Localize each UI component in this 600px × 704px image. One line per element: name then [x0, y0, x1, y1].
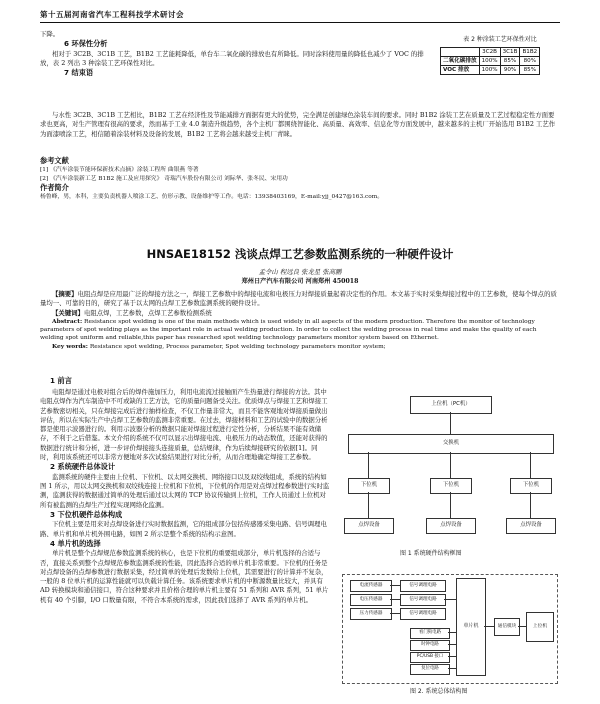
abstract-block: [40, 290, 560, 351]
connector: [390, 585, 400, 586]
connector: [530, 452, 531, 478]
paper-authors: 孟令山 程远良 张龙星 张高鹏: [258, 268, 342, 276]
keywords-cn: [40, 309, 560, 318]
current-sensor-box: 电流传感器: [350, 580, 392, 592]
running-head: 第十五届河南省汽车工程科技学术研讨会: [40, 10, 184, 19]
connector: [448, 668, 456, 669]
lead-line: 下降。: [40, 30, 60, 38]
welder-box: 点焊设备: [344, 518, 394, 534]
table-2: [440, 36, 560, 75]
connector: [368, 452, 369, 478]
lower-machine-box: 下位机: [348, 478, 390, 494]
references-block: [40, 156, 560, 201]
header-rule: [40, 22, 560, 23]
table-row: [441, 65, 540, 74]
abstract-en: [40, 318, 560, 343]
section-2-title: 2 系统硬件总体设计: [50, 462, 116, 472]
table-header-row: [441, 47, 540, 56]
connector: [448, 632, 456, 633]
comm-module-box: 通信模块: [494, 618, 520, 636]
author-intro: 杨鲁峰，男，本科，主要负责机器人喷涂工艺、仿形示教、设备维护等工作。电话：13938403169，E-mail:yjj_0427@163.com。: [40, 194, 384, 201]
connector: [390, 599, 400, 600]
pressure-sensor-box: 压力传感器: [350, 608, 392, 620]
abstract-cn-label: 【摘要】: [52, 290, 78, 298]
table-header-cell: B1B2: [520, 47, 540, 56]
table-2-caption: 表 2 种涂装工艺环保性对比: [463, 36, 537, 43]
table-cell: 二氧化碳排放: [441, 56, 480, 65]
table-cell: 100%: [479, 65, 500, 74]
reference-1: [1] 《汽车涂装节能环保新技术点摘》涂装工程所 曲银燕 等著: [40, 167, 199, 174]
abstract-cn-text: 电阻点焊是应用最广泛的焊接方法之一，焊接工艺参数中的焊接电流和电极压力对焊接质量起着决定性的作用。本文基于实时采集焊接过程中的工艺参数，使每个焊点的质量均一、可靠的目的，研究了基于以太网的点焊工艺参数监测系统的硬件设计。: [40, 290, 557, 308]
abstract-en-label: Abstract:: [52, 317, 83, 325]
table-header-cell: [441, 47, 480, 56]
connector: [530, 492, 531, 518]
table-cell: 85%: [520, 65, 540, 74]
section-4-title: 4 单片机的选择: [50, 538, 101, 548]
table-cell: VOC 排放: [441, 65, 480, 74]
paper-affiliation: 郑州日产汽车有限公司 河南郑州 450018: [241, 278, 359, 285]
section-6-text: 相对于 3C2B、3C1B 工艺，B1B2 工艺能耗降低，单台车二氧化碳的排放也有所降低。同时涂料使用量的降低也减少了 VOC 的排放，表 2 列出 3 种涂装工艺环保性对比。: [40, 49, 424, 67]
connector: [448, 644, 456, 645]
connector: [484, 626, 494, 627]
author-intro-title: 作者简介: [40, 182, 69, 192]
signal-conditioning-box: 信号调理电路: [400, 608, 446, 620]
reference-2: [2] 《汽车涂装新工艺 B1B2 施工及应用探究》 奇瑞汽车股份有限公司 刘际华、张冬民、宋用功: [40, 175, 288, 182]
section-7-text: 与水性 3C2B、3C1B 工艺相比，B1B2 工艺在经济性及节能减排方面据有更大的优势，完全满足创建绿色涂装车间的要求。同时 B1B2 涂装工艺在质量及工艺过程稳定性方面要求也更高，对生产管理有很高的要求，然而基于工业 4.0 制造升级趋势，各个主机厂都围绕智能化、高质量、高效率、信息化等方面发展中，越来越多的主机厂开始选用 B1B2 工艺作为面漆喷涂工艺，相信随着涂装材料及设备的发展，B1B2 工艺将会越来越受主机厂青睐。: [40, 111, 556, 138]
section-3-title: 3 下位机硬件总体构成: [50, 509, 123, 519]
keywords-cn-label: 【关键词】: [52, 308, 84, 317]
lower-machine-box: 下位机: [430, 478, 472, 494]
host-pc-box: 上位机（PC机）: [410, 396, 492, 414]
references-title: 参考文献: [40, 156, 69, 165]
connector: [448, 656, 456, 657]
watchdog-box: 看门狗电路: [410, 628, 450, 639]
section-6-title: 6 环保性分析: [64, 39, 108, 49]
signal-conditioning-box: 信号调理电路: [400, 594, 446, 606]
table-header-cell: 3C1B: [500, 47, 520, 56]
abstract-cn: [40, 290, 560, 309]
reset-box: 复位电路: [410, 664, 450, 675]
body-left-column: [40, 388, 330, 704]
figure-1: [340, 392, 560, 568]
paper-title: HNSAE18152 浅谈点焊工艺参数监测系统的一种硬件设计: [146, 247, 454, 261]
clock-box: 时钟电路: [410, 640, 450, 651]
table-cell: 85%: [500, 56, 520, 65]
figure-2: [340, 572, 560, 702]
table-cell: 90%: [500, 65, 520, 74]
keywords-en-text: Resistance spot welding, Process parameter, Spot welding technology parameters monitor system;: [89, 343, 386, 350]
welder-box: 点焊设备: [426, 518, 476, 534]
section-2-text: 监测系统的硬件主要由上位机、下位机、以太网交换机、网络接口以及双绞线组成，系统的结构如图 1 所示，用以太网交换机和双绞线连接上位机和下位机，下位机的作用是对点焊过程参数进行实时监测，监测获得的数据通过简单的处理后通过以太网的 TCP 协议传输到上位机，工作人员通过上位机对所有被监测的点焊生产过程实现网络化监测。: [40, 472, 330, 509]
voltage-sensor-box: 电压传感器: [350, 594, 392, 606]
table-row: [441, 56, 540, 65]
lower-machine-box: 下位机: [510, 478, 552, 494]
table-2-grid: [440, 47, 540, 75]
table-cell: 100%: [479, 56, 500, 65]
section-4-text: 单片机是整个点焊规范参数监测系统的核心，也是下位机的重要组成部分，单片机选择的合适与否，直接关系到整个点焊规范参数监测系统的性能，因此选择合适的单片机非常重要。下位机的任务是对点焊设备的点焊参数进行数据采集，经过简单的处理后发数给上位机，其需要进行的计算并不复杂，一般的 8 位单片机的运算性能就可以负载计算任务。该系统要求单片机的中断源数量比较大，并具有 AD 转换模块和通信接口，符合这种要求并且价格合理的单片机主要有 51 系列和 AVR 系列，51 单片机有 40 个引脚，I/O 口数量有限，不符合本系统的需求，因此我们选择了 AVR 系列的单片机。: [40, 549, 329, 604]
section-1-title: 1 前言: [50, 376, 72, 385]
abstract-en-text: Resistance spot welding is one of the main methods which is used widely in all aspects of the modern production. Therefore the monitor of technology parameters of spot welding plays as the important role in actual welding production. In order to collect the welding process in real time and make the quality of each welding spot uniform and reliable,this paper has researched spot welding technology parameters monitor system based on Ethernet.: [40, 318, 537, 342]
figure-1-caption: 图 1 系统硬件结构框图: [400, 550, 462, 557]
keywords-en-label: Key words:: [52, 342, 88, 350]
table-cell: 80%: [520, 56, 540, 65]
connector: [450, 492, 451, 518]
connector: [368, 492, 369, 518]
table-header-cell: 3C2B: [479, 47, 500, 56]
connector: [450, 452, 451, 478]
switch-box: 交换机: [348, 434, 554, 454]
section-3-text: 下位机主要是用来对点焊设备进行实时数据监测，它的组成部分包括传感器采集电路、信号调理电路、单片机和单片机外围电路，如图 2 所示是整个系统的结构示意图。: [40, 520, 327, 538]
section-1: [40, 376, 560, 386]
keywords-cn-text: 电阻点焊，工艺参数，点焊工艺参数检测系统: [83, 308, 212, 317]
keywords-en: [40, 343, 560, 351]
connector: [390, 613, 400, 614]
section-1-text: 电阻焊是通过电极对组合后的焊件施加压力，利用电流流过接触面产生热量进行焊接的方法。其中电阻点焊作为汽车制造中不可或缺的工艺方法，它的质量问题备受关注。优质焊点与焊接工艺和焊接工艺参数密切相关，只在焊接完成后进行抽样检查，不仅工作量非常大，而且不能客观地对焊接质量做出评估，所以在实际生产中点焊工艺参数的监测非常重要。在过去，焊接材料和工艺的试验中的数据分析都是使用示波器进行的。利用示波器分析的数据只能对焊接过程进行定性分析，分析结果不能有效储存，不利于之后借鉴。本文介绍的系统不仅可以显示出焊接电流、电极压力的动态数值，还能对获得的数据进行统计和分析，进一步评价焊接接头连接质量，总结规律，作为后续焊接研究的依据[1]。同时，利用该系统还可以非常方便地对多次试验结果进行对比分析，从而合理地确定焊接工艺参数。: [40, 388, 328, 461]
connector: [444, 599, 456, 600]
figure-2-caption: 图 2. 系统总体结构图: [410, 688, 468, 695]
previous-article-tail: [40, 30, 435, 79]
mcu-box: 单片机: [456, 578, 486, 676]
section-7-title: 7 结束语: [64, 68, 94, 78]
host-box: 上位机: [526, 612, 554, 642]
welder-box: 点焊设备: [506, 518, 556, 534]
connector: [450, 412, 451, 434]
connector: [518, 626, 526, 627]
interface-box: PC/USB 接口: [410, 652, 450, 663]
signal-conditioning-box: 信号调理电路: [400, 580, 446, 592]
